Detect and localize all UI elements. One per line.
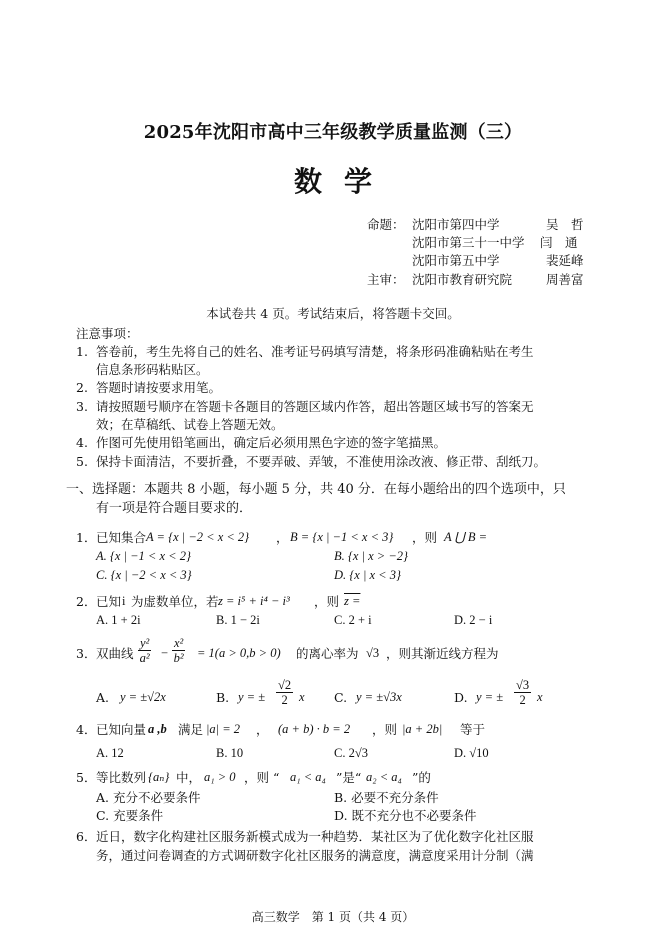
math-symbol: i	[122, 594, 126, 608]
fraction-numerator: √3	[516, 678, 530, 692]
option-c-label: C.	[334, 690, 348, 705]
question-text: 近日，数字化构建社区服务新模式成为一种趋势．某社区为了优化数字化社区服	[96, 829, 534, 844]
math-expression: = 1(a > 0,b > 0)	[197, 646, 281, 660]
math-expression: |a + 2b|	[402, 722, 443, 736]
section-heading-cont: 有一项是符合题目要求的．	[96, 501, 253, 516]
notice-text: 保持卡面清洁，不要折叠，不要弄破、弄皱，不准使用涂改液、修正带、刮纸刀。	[96, 454, 547, 469]
section-heading: 一、选择题：本题共 8 小题，每小题 5 分，共 40 分．在每小题给出的四个选项中，只	[66, 482, 566, 497]
notice-number: 2.	[76, 380, 88, 395]
notice-text: 作图可先使用铅笔画出，确定后必须用黑色字迹的签字笔描黑。	[96, 435, 447, 450]
fraction	[514, 678, 531, 707]
math-expression: z = i⁵ + i⁴ − i³	[218, 594, 290, 608]
notice-text: 请按照题号顺序在答题卡各题目的答题区域内作答，超出答题区域书写的答案无	[96, 399, 534, 414]
question-number: 2．	[76, 594, 97, 609]
math-expression: B = {x | −1 < x < 3}	[290, 530, 394, 544]
author-school: 沈阳市第三十一中学	[412, 235, 525, 250]
question-number: 1．	[76, 530, 97, 545]
math-expression: (a + b) · b = 2	[278, 722, 351, 736]
question-number: 5．	[76, 770, 97, 785]
page-footer: 高三数学 第 1 页（共 4 页）	[251, 910, 415, 924]
option-d: D. √10	[454, 746, 489, 760]
notice-heading: 注意事项：	[76, 326, 139, 341]
option-a: y = ±√2x	[120, 690, 166, 704]
option-d: D. {x | x < 3}	[334, 568, 401, 582]
option-b: B. {x | x > −2}	[334, 549, 409, 563]
option-c: C. 充要条件	[96, 808, 164, 823]
fraction-denominator: b²	[173, 651, 184, 665]
question-text: ，则	[412, 530, 438, 545]
question-text: ，	[256, 722, 269, 737]
fraction-numerator: x²	[174, 636, 184, 650]
option-b: B. 10	[216, 746, 244, 760]
option-b-label: B.	[216, 690, 230, 705]
question-text: 的离心率为	[296, 646, 359, 661]
fraction-numerator: √2	[278, 678, 292, 692]
question-text: 为虚数单位，若	[131, 594, 219, 609]
math-expression: a₂ < a₄	[366, 770, 402, 784]
question-number: 4．	[76, 722, 97, 737]
math-expression: A = {x | −2 < x < 2}	[146, 530, 250, 544]
option-d: D. 2 − i	[454, 613, 493, 627]
math-expression: a ,b	[148, 722, 167, 736]
question-text: 等比数列	[96, 770, 147, 785]
notice-number: 1.	[76, 344, 88, 359]
intro-text: 本试卷共 4 页。考试结束后，将答题卡交回。	[206, 306, 460, 321]
author-name: 周善富	[546, 272, 584, 287]
question-text: ”的	[412, 770, 431, 785]
author-school: 沈阳市教育研究院	[412, 272, 513, 287]
option-a: A. {x | −1 < x < 2}	[96, 549, 191, 563]
option-b: B. 1 − 2i	[216, 613, 260, 627]
question-text: 等于	[460, 722, 486, 737]
math-expression: a₁ > 0	[204, 770, 236, 784]
author-name: 裴延峰	[546, 253, 584, 268]
option-b: y = ±	[238, 690, 266, 704]
author-school: 沈阳市第四中学	[412, 217, 500, 232]
fraction	[172, 636, 185, 665]
question-text: 已知集合	[96, 530, 147, 545]
option-d-label: D.	[454, 690, 468, 705]
option-d: D. 既不充分也不必要条件	[334, 808, 477, 823]
question-text: 中，	[176, 770, 202, 785]
notice-number: 4.	[76, 435, 88, 450]
option-b: B. 必要不充分条件	[334, 790, 439, 805]
option-d: y = ±	[476, 690, 504, 704]
option-c: y = ±√3x	[356, 690, 402, 704]
option-c: C. 2√3	[334, 746, 368, 760]
math-expression: A ⋃ B =	[444, 530, 488, 544]
notice-text: 答题时请按要求用笔。	[96, 380, 222, 395]
option-a: A. 充分不必要条件	[96, 790, 201, 805]
question-number: 6．	[76, 829, 97, 844]
option-a-label: A.	[96, 690, 110, 705]
math-expression: {aₙ}	[148, 770, 170, 784]
author-school: 沈阳市第五中学	[412, 253, 500, 268]
question-text: 满足	[178, 722, 204, 737]
question-text: ，则	[314, 594, 340, 609]
fraction-denominator: a²	[139, 651, 150, 665]
exam-title: 2025年沈阳市高中三年级教学质量监测（三）	[143, 122, 523, 143]
question-number: 3．	[76, 646, 97, 661]
reviewer-label: 主审：	[367, 272, 405, 287]
fraction	[276, 678, 293, 707]
question-text: 已知	[96, 594, 122, 609]
notice-text: 信息条形码粘贴区。	[96, 362, 209, 377]
question-text: 务，通过问卷调查的方式调研数字化社区服务的满意度，满意度采用计分制（满	[96, 848, 534, 863]
question-text: ”是“	[336, 770, 362, 785]
notice-number: 5.	[76, 454, 88, 469]
question-text: ，则	[372, 722, 398, 737]
math-operator: −	[161, 646, 169, 660]
author-name: 吴 哲	[546, 217, 584, 232]
math-expression: |a| = 2	[206, 722, 241, 736]
math-variable: x	[537, 690, 543, 704]
option-c: C. {x | −2 < x < 3}	[96, 568, 192, 582]
math-expression: a₁ < a₄	[290, 770, 326, 784]
proposition-label: 命题：	[367, 217, 405, 232]
fraction-numerator: y²	[140, 636, 150, 650]
option-a: A. 1 + 2i	[96, 613, 141, 627]
fraction	[138, 636, 151, 665]
option-a: A. 12	[96, 746, 124, 760]
subject-title: 数学	[293, 165, 394, 198]
option-c: C. 2 + i	[334, 613, 372, 627]
fraction-denominator: 2	[519, 693, 526, 707]
math-expression: √3	[366, 646, 380, 660]
question-text: ，则其渐近线方程为	[386, 646, 499, 661]
question-text: ，	[276, 530, 289, 545]
notice-text: 效；在草稿纸、试卷上答题无效。	[96, 417, 284, 432]
question-text: 双曲线	[96, 646, 134, 661]
math-expression: z =	[344, 594, 361, 608]
notice-text: 答卷前，考生先将自己的姓名、准考证号码填写清楚，将条形码准确粘贴在考生	[96, 344, 534, 359]
notice-number: 3.	[76, 399, 88, 414]
author-name: 闫 通	[540, 235, 578, 250]
math-variable: x	[299, 690, 305, 704]
question-text: ，则 “	[244, 770, 280, 785]
question-text: 已知向量	[96, 722, 147, 737]
fraction-denominator: 2	[281, 693, 288, 707]
